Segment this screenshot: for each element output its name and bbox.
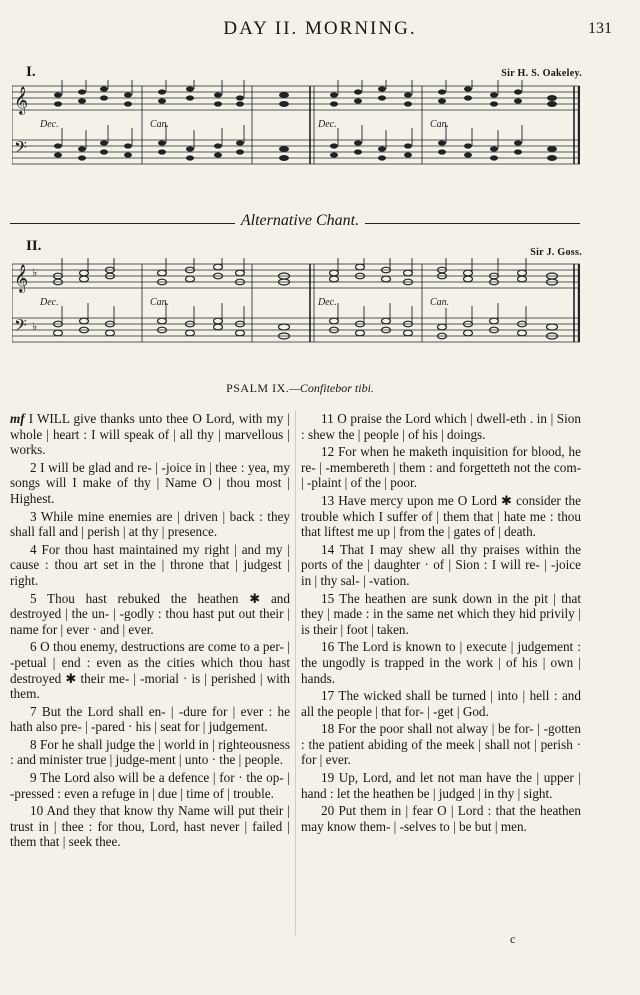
- verse-1-text: I WILL give thanks unto thee O Lord, with my | whole | heart : I will speak of | all thy | marvellous | works.: [10, 411, 290, 458]
- chant-2-mark-1: Dec.: [40, 297, 59, 308]
- chant-2-mark-2: Can.: [150, 297, 170, 308]
- verse-3: 3 While mine enemies are | driven | back : they shall fall and | perish | at thy | presence.: [10, 508, 290, 540]
- chant-2-label: II.: [26, 238, 42, 254]
- verse-10: 10 And they that know thy Name will put their | trust in | thee : for thou, Lord, hast never | failed | them that | seek thee.: [10, 803, 290, 850]
- page-header-title: DAY II. MORNING.: [223, 18, 417, 39]
- verse-6: 6 O thou enemy, destructions are come to a per- | -petual | end : even as the cities which thou hast destroyed ✱ their me- | -morial · is | perished | with them.: [10, 639, 290, 702]
- verse-18: 18 For the poor shall not alway | be for- | -gotten : the patient abiding of the meek | shall not | perish · for | ever.: [301, 721, 581, 768]
- verse-15: 15 The heathen are sunk down in the pit | that they | made : in the same net which they hid privily | is their | foot | taken.: [301, 590, 581, 637]
- verse-13: 13 Have mercy upon me O Lord ✱ consider the trouble which I suffer of | them that | hate me : thou that liftest me up | from the | gates of | death.: [301, 492, 581, 540]
- verse-9: 9 The Lord also will be a defence | for · the op- | -pressed : even a refuge in | due | time of | trouble.: [10, 770, 290, 801]
- alternative-chant-text: Alternative Chant.: [235, 212, 365, 229]
- verse-7: 7 But the Lord shall en- | -dure for | ever : he hath also pre- | -pared · his | seat for | judgement.: [10, 703, 290, 735]
- psalm-left-column: [10, 411, 290, 852]
- chant-2-score: [12, 258, 580, 350]
- column-divider: [295, 410, 296, 935]
- chant-1-mark-4: Can.: [430, 119, 450, 130]
- dynamic-marking: mf: [10, 411, 25, 426]
- verse-4: 4 For thou hast maintained my right | and my | cause : thou art set in the | throne that | judgest | right.: [10, 541, 290, 588]
- chant-1-label: I.: [26, 64, 36, 80]
- chant-2-mark-4: Can.: [430, 297, 450, 308]
- svg-text:♭: ♭: [32, 321, 38, 333]
- svg-text:♭: ♭: [32, 267, 38, 279]
- treble-clef-icon: 𝄞: [14, 88, 29, 114]
- chant-1-mark-1: Dec.: [40, 119, 59, 130]
- verse-2: 2 I will be glad and re- | -joice in | thee : yea, my songs will I make of thy | Name O | thou most | Highest.: [10, 459, 290, 506]
- verse-17: 17 The wicked shall be turned | into | hell : and all the people | that for- | -get | God.: [301, 688, 581, 719]
- chant-1-composer: Sir H. S. Oakeley.: [501, 68, 582, 79]
- chant-1-score: [12, 80, 580, 172]
- verse-5: 5 Thou hast rebuked the heathen ✱ and destroyed | the un- | -godly : thou hast put out their | name for | ever · and | ever.: [10, 590, 290, 637]
- verse-14: 14 That I may shew all thy praises within the ports of the | daughter · of | Sion : I will re- | -joice in | thy sal- | -vation.: [301, 541, 581, 588]
- bass-clef-icon-2: 𝄢: [14, 317, 27, 339]
- chant-1-mark-2: Can.: [150, 119, 170, 130]
- bass-clef-icon: 𝄢: [14, 139, 27, 161]
- psalm-subtitle: —Confitebor tibi.: [289, 381, 374, 395]
- verse-1: [10, 411, 290, 458]
- psalm-heading: [0, 381, 600, 396]
- signature-mark: c: [510, 932, 516, 946]
- chant-1-mark-3: Dec.: [318, 119, 337, 130]
- treble-clef-icon-2: 𝄞: [14, 266, 29, 292]
- page-number: 131: [588, 20, 612, 37]
- verse-19: 19 Up, Lord, and let not man have the | upper | hand : let the heathen be | judged | in thy | sight.: [301, 770, 581, 801]
- verse-20: 20 Put them in | fear O | Lord : that the heathen may know them- | -selves to | be but | men.: [301, 803, 581, 834]
- chant-2-mark-3: Dec.: [318, 297, 337, 308]
- verse-11: 11 O praise the Lord which | dwell-eth . in | Sion : shew the | people | of his | doings.: [301, 411, 581, 442]
- psalm-title: PSALM IX.: [226, 381, 290, 395]
- verse-8: 8 For he shall judge the | world in | righteousness : and minister true | judge-ment | unto · the | people.: [10, 736, 290, 768]
- verse-12: 12 For when he maketh inquisition for blood, he re- | -membereth | them : and forgetteth not the com- | -plaint | of the | poor.: [301, 444, 581, 491]
- alternative-chant-heading: [0, 212, 600, 230]
- verse-16: 16 The Lord is known to | execute | judgement : the ungodly is trapped in the work | of his | own | hands.: [301, 639, 581, 686]
- psalm-right-column: [301, 411, 581, 836]
- chant-2-composer: Sir J. Goss.: [530, 247, 582, 258]
